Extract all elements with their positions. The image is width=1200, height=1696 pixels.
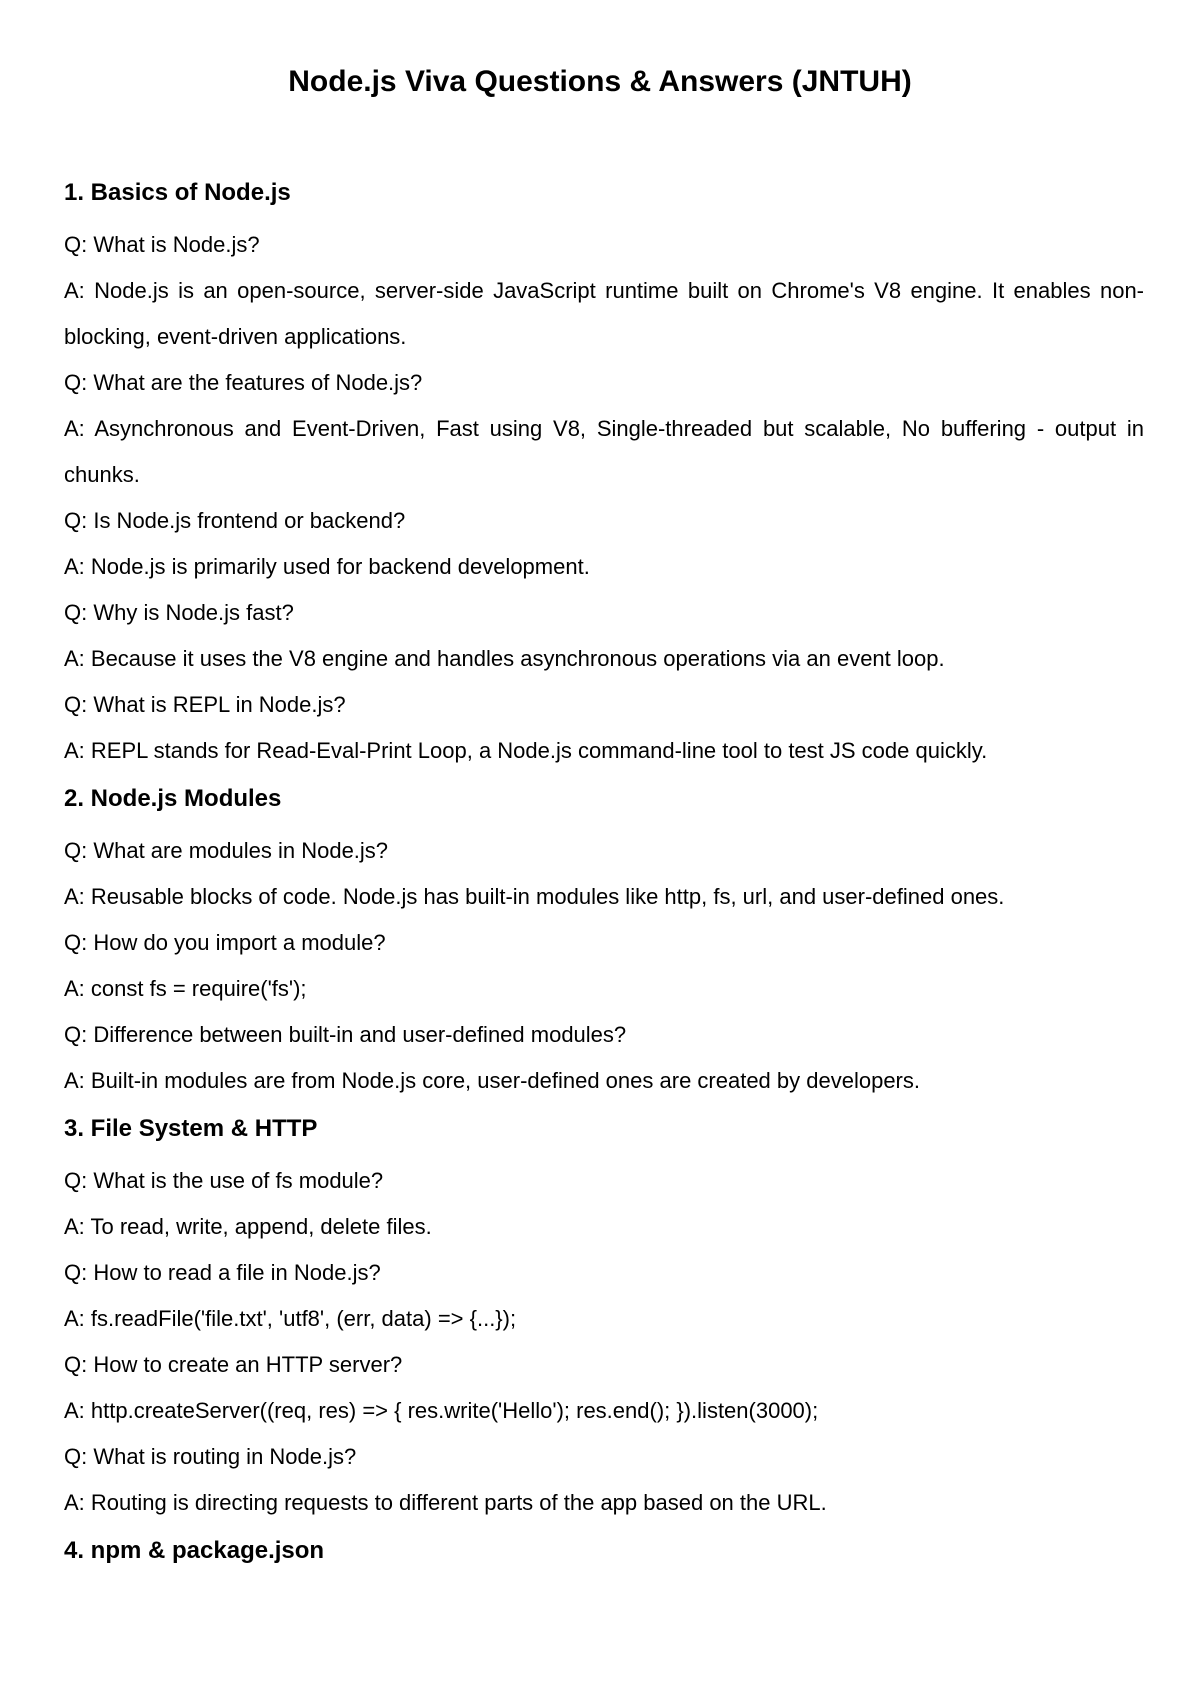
- section-modules: [64, 784, 1144, 1104]
- section-heading: 2. Node.js Modules: [64, 785, 282, 812]
- answer-text: A: Routing is directing requests to different parts of the app based on the URL.: [64, 1490, 827, 1515]
- question-text: Q: How to create an HTTP server?: [64, 1352, 403, 1377]
- answer-text: A: http.createServer((req, res) => { res.write('Hello'); res.end(); }).listen(3000);: [64, 1398, 819, 1423]
- question-text: Q: What are the features of Node.js?: [64, 370, 423, 395]
- answer-text: A: Asynchronous and Event-Driven, Fast using V8, Single-threaded but scalable, No buffering - output in chunks.: [64, 416, 1144, 487]
- answer-text: A: fs.readFile('file.txt', 'utf8', (err, data) => {...});: [64, 1306, 517, 1331]
- question-text: Q: What is the use of fs module?: [64, 1168, 384, 1193]
- section-file-system-http: [64, 1114, 1144, 1526]
- section-heading: 1. Basics of Node.js: [64, 179, 291, 206]
- question-text: Q: How do you import a module?: [64, 930, 386, 955]
- answer-text: A: const fs = require('fs');: [64, 976, 307, 1001]
- section-heading: 4. npm & package.json: [64, 1537, 325, 1564]
- document-content: [64, 178, 1144, 1580]
- question-text: Q: What is REPL in Node.js?: [64, 692, 346, 717]
- question-text: Q: What are modules in Node.js?: [64, 838, 389, 863]
- answer-text: A: Built-in modules are from Node.js core, user-defined ones are created by developers.: [64, 1068, 920, 1093]
- section-basics: [64, 178, 1144, 774]
- question-text: Q: Is Node.js frontend or backend?: [64, 508, 406, 533]
- question-text: Q: What is Node.js?: [64, 232, 260, 257]
- answer-text: A: To read, write, append, delete files.: [64, 1214, 432, 1239]
- section-npm-package-json: [64, 1536, 1144, 1566]
- document-title: Node.js Viva Questions & Answers (JNTUH): [288, 65, 912, 98]
- answer-text: A: Reusable blocks of code. Node.js has built-in modules like http, fs, url, and user-defined ones.: [64, 884, 1005, 909]
- answer-text: A: Node.js is primarily used for backend development.: [64, 554, 590, 579]
- question-text: Q: How to read a file in Node.js?: [64, 1260, 381, 1285]
- answer-text: A: Node.js is an open-source, server-side JavaScript runtime built on Chrome's V8 engine. It enables non-blocking, event-driven applications.: [64, 278, 1144, 349]
- answer-text: A: REPL stands for Read-Eval-Print Loop, a Node.js command-line tool to test JS code quickly.: [64, 738, 988, 763]
- question-text: Q: What is routing in Node.js?: [64, 1444, 357, 1469]
- answer-text: A: Because it uses the V8 engine and handles asynchronous operations via an event loop.: [64, 646, 945, 671]
- question-text: Q: Why is Node.js fast?: [64, 600, 294, 625]
- section-heading: 3. File System & HTTP: [64, 1115, 318, 1142]
- question-text: Q: Difference between built-in and user-defined modules?: [64, 1022, 627, 1047]
